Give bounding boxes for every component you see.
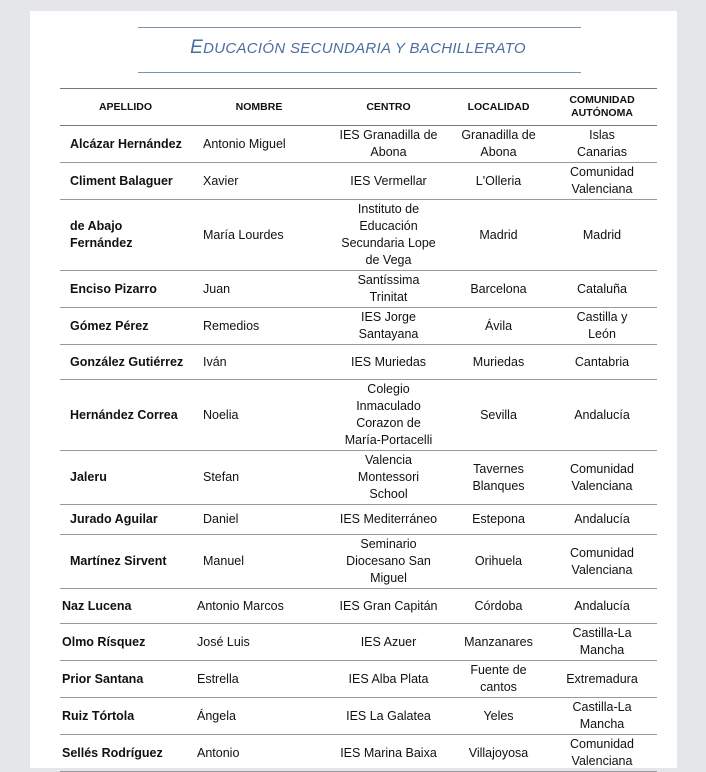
cell-apellido: Enciso Pizarro	[60, 271, 191, 308]
cell-centro: IES Gran Capitán	[327, 589, 450, 624]
cell-centro: IES La Galatea	[327, 698, 450, 735]
cell-centro: Instituto de Educación Secundaria Lope de Vega	[327, 200, 450, 271]
cell-comunidad: Castilla-La Mancha	[547, 698, 657, 735]
table-row	[60, 271, 657, 308]
cell-localidad: Fuente de cantos	[450, 661, 547, 698]
table-row	[60, 380, 657, 451]
cell-apellido: Sellés Rodríguez	[60, 735, 191, 772]
cell-centro: IES Granadilla de Abona	[327, 126, 450, 163]
table-row	[60, 735, 657, 772]
cell-centro: IES Jorge Santayana	[327, 308, 450, 345]
cell-localidad: Estepona	[450, 505, 547, 535]
cell-centro: Santíssima Trinitat	[327, 271, 450, 308]
cell-comunidad: Cantabria	[547, 345, 657, 380]
table-header-row	[60, 89, 657, 126]
cell-comunidad: Comunidad Valenciana	[547, 451, 657, 505]
cell-nombre: Antonio	[191, 735, 327, 772]
cell-apellido: Naz Lucena	[60, 589, 191, 624]
cell-centro: IES Mediterráneo	[327, 505, 450, 535]
cell-localidad: L'Olleria	[450, 163, 547, 200]
cell-centro: IES Vermellar	[327, 163, 450, 200]
table-row	[60, 200, 657, 271]
cell-apellido: Prior Santana	[60, 661, 191, 698]
page-title	[138, 37, 578, 59]
cell-centro: IES Azuer	[327, 624, 450, 661]
cell-localidad: Villajoyosa	[450, 735, 547, 772]
cell-comunidad: Islas Canarias	[547, 126, 657, 163]
cell-nombre: Remedios	[191, 308, 327, 345]
cell-localidad: Tavernes Blanques	[450, 451, 547, 505]
table-row	[60, 451, 657, 505]
cell-comunidad: Comunidad Valenciana	[547, 535, 657, 589]
cell-nombre: Antonio Marcos	[191, 589, 327, 624]
cell-nombre: Xavier	[191, 163, 327, 200]
cell-localidad: Manzanares	[450, 624, 547, 661]
table-row	[60, 698, 657, 735]
cell-nombre: Juan	[191, 271, 327, 308]
cell-apellido: Hernández Correa	[60, 380, 191, 451]
cell-apellido: de Abajo Fernández	[60, 200, 191, 271]
cell-nombre: Manuel	[191, 535, 327, 589]
cell-centro: Valencia Montessori School	[327, 451, 450, 505]
cell-apellido: Alcázar Hernández	[60, 126, 191, 163]
cell-comunidad: Castilla-La Mancha	[547, 624, 657, 661]
cell-apellido: Ruiz Tórtola	[60, 698, 191, 735]
cell-comunidad: Cataluña	[547, 271, 657, 308]
cell-nombre: Ángela	[191, 698, 327, 735]
title-rule-top	[138, 27, 581, 28]
cell-localidad: Córdoba	[450, 589, 547, 624]
table-row	[60, 163, 657, 200]
cell-comunidad: Andalucía	[547, 589, 657, 624]
cell-localidad: Yeles	[450, 698, 547, 735]
cell-localidad: Ávila	[450, 308, 547, 345]
cell-nombre: José Luis	[191, 624, 327, 661]
cell-nombre: Noelia	[191, 380, 327, 451]
cell-comunidad: Andalucía	[547, 380, 657, 451]
teachers-table	[60, 88, 657, 772]
table-row	[60, 624, 657, 661]
cell-nombre: Stefan	[191, 451, 327, 505]
title-rest: DUCACIÓN SECUNDARIA Y BACHILLERATO	[203, 40, 526, 57]
table-row	[60, 505, 657, 535]
table-row	[60, 308, 657, 345]
cell-nombre: Daniel	[191, 505, 327, 535]
cell-nombre: Estrella	[191, 661, 327, 698]
cell-apellido: González Gutiérrez	[60, 345, 191, 380]
cell-localidad: Madrid	[450, 200, 547, 271]
cell-apellido: Gómez Pérez	[60, 308, 191, 345]
cell-nombre: Iván	[191, 345, 327, 380]
cell-apellido: Olmo Rísquez	[60, 624, 191, 661]
cell-centro: Seminario Diocesano San Miguel	[327, 535, 450, 589]
document-page	[30, 11, 677, 768]
cell-comunidad: Extremadura	[547, 661, 657, 698]
cell-localidad: Granadilla de Abona	[450, 126, 547, 163]
table-row	[60, 345, 657, 380]
cell-apellido: Jaleru	[60, 451, 191, 505]
header-comunidad: COMUNIDAD AUTÓNOMA	[547, 89, 657, 126]
cell-comunidad: Andalucía	[547, 505, 657, 535]
table-row	[60, 126, 657, 163]
cell-nombre: María Lourdes	[191, 200, 327, 271]
header-apellido: APELLIDO	[60, 89, 191, 126]
title-initial: E	[190, 37, 204, 58]
cell-apellido: Jurado Aguilar	[60, 505, 191, 535]
cell-centro: IES Muriedas	[327, 345, 450, 380]
cell-localidad: Orihuela	[450, 535, 547, 589]
cell-comunidad: Madrid	[547, 200, 657, 271]
cell-centro: Colegio Inmaculado Corazon de María-Portacelli	[327, 380, 450, 451]
header-nombre: NOMBRE	[191, 89, 327, 126]
cell-localidad: Sevilla	[450, 380, 547, 451]
cell-comunidad: Comunidad Valenciana	[547, 735, 657, 772]
header-localidad: LOCALIDAD	[450, 89, 547, 126]
cell-nombre: Antonio Miguel	[191, 126, 327, 163]
table-row	[60, 589, 657, 624]
table-row	[60, 535, 657, 589]
cell-apellido: Martínez Sirvent	[60, 535, 191, 589]
cell-localidad: Barcelona	[450, 271, 547, 308]
table-row	[60, 661, 657, 698]
header-centro: CENTRO	[327, 89, 450, 126]
cell-apellido: Climent Balaguer	[60, 163, 191, 200]
cell-centro: IES Alba Plata	[327, 661, 450, 698]
cell-localidad: Muriedas	[450, 345, 547, 380]
title-rule-bottom	[138, 72, 581, 73]
cell-comunidad: Castilla y León	[547, 308, 657, 345]
cell-centro: IES Marina Baixa	[327, 735, 450, 772]
cell-comunidad: Comunidad Valenciana	[547, 163, 657, 200]
